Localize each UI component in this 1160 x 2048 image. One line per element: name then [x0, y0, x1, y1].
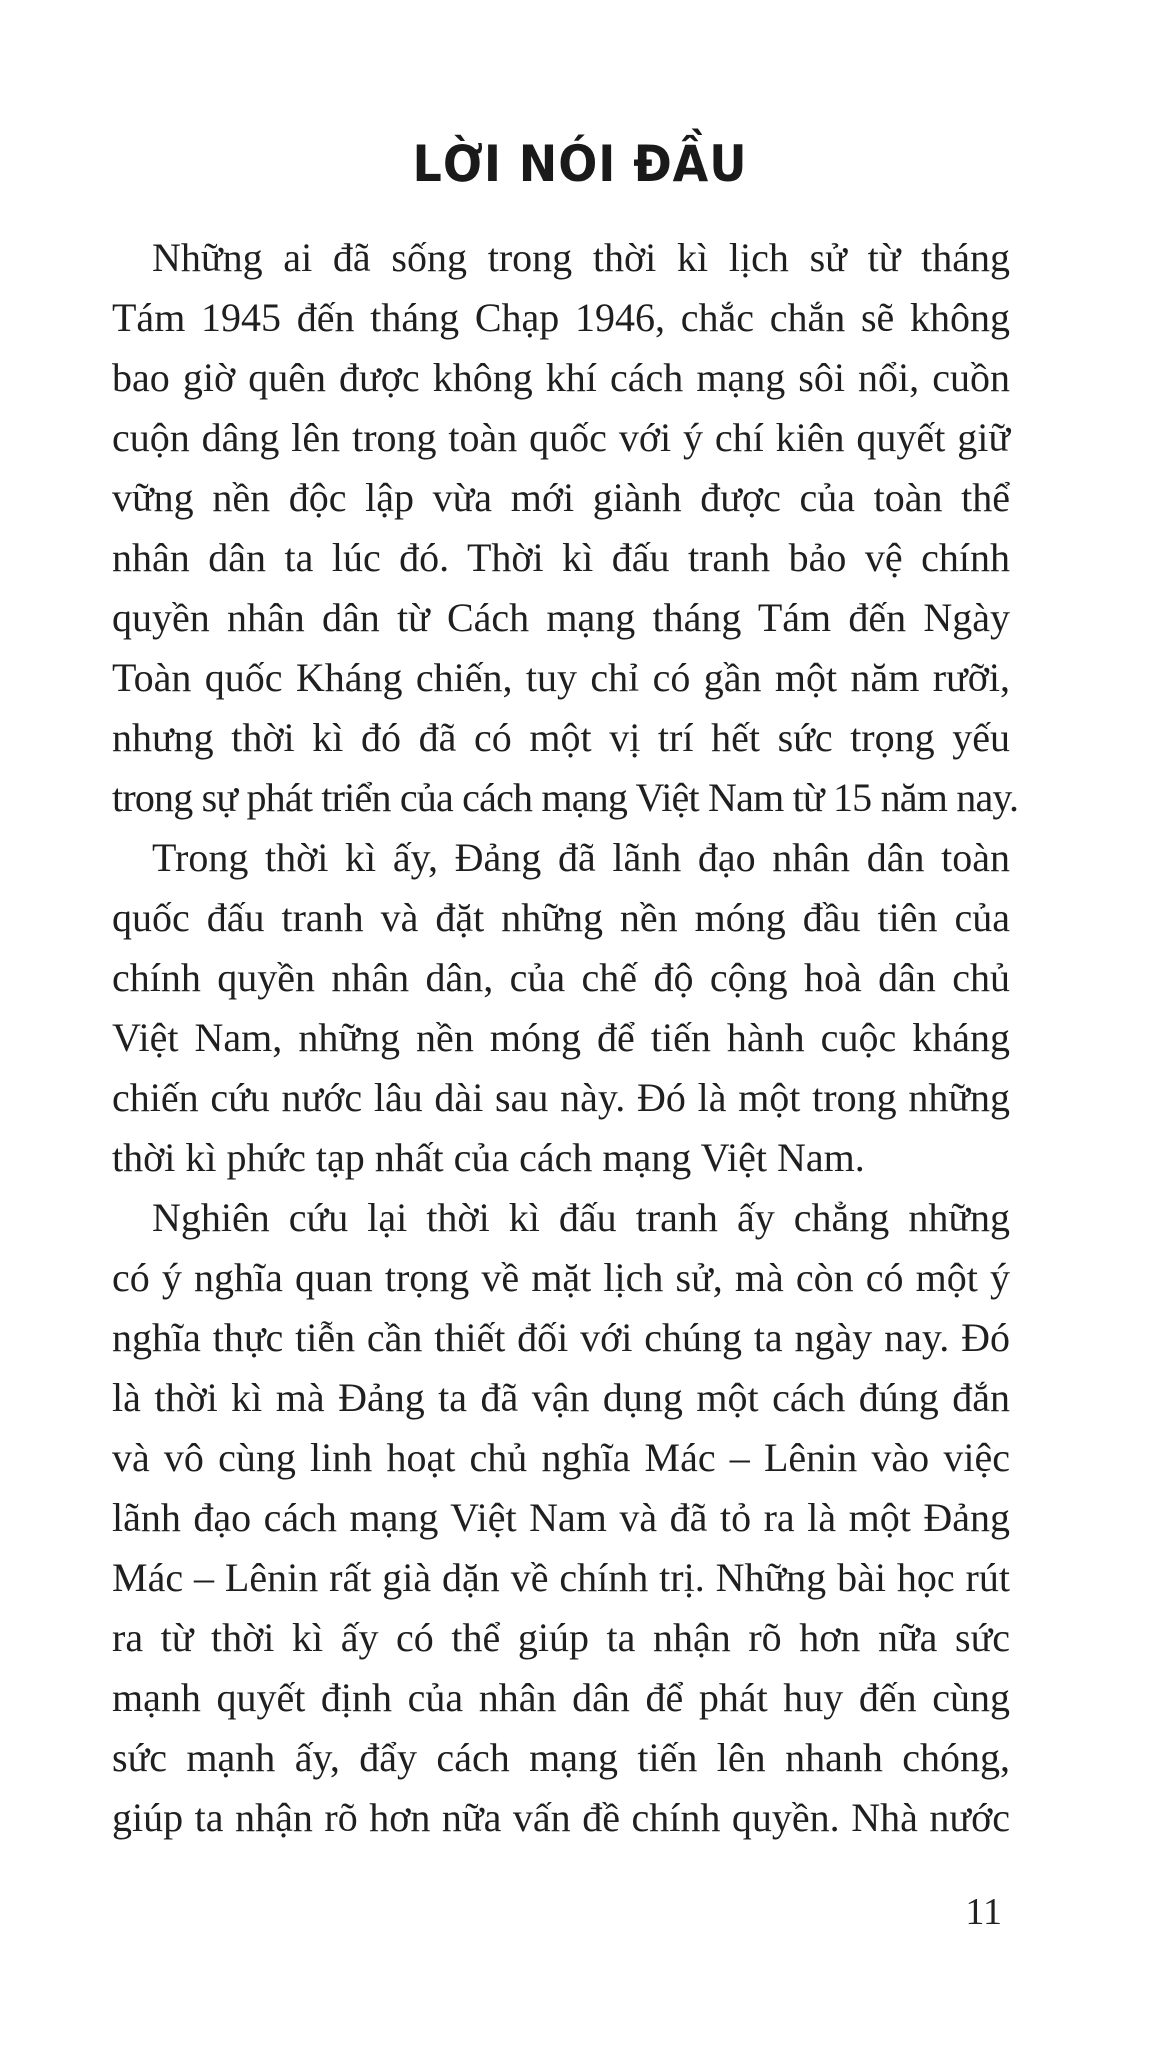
- text-line: bao giờ quên được không khí cách mạng sôi nổi, cuồn: [112, 355, 1010, 400]
- body-text: [112, 228, 1019, 1848]
- paragraph-2: [112, 828, 1010, 1188]
- text-line: vững nền độc lập vừa mới giành được của toàn thể: [112, 475, 1010, 520]
- text-line: nhưng thời kì đó đã có một vị trí hết sức trọng yếu: [112, 715, 1010, 760]
- text-line: có ý nghĩa quan trọng về mặt lịch sử, mà còn có một ý: [112, 1255, 1010, 1300]
- paragraph-3: [112, 1188, 1010, 1848]
- text-line: và vô cùng linh hoạt chủ nghĩa Mác – Lênin vào việc: [112, 1435, 1010, 1480]
- paragraph-1: [112, 228, 1019, 828]
- text-line: ra từ thời kì ấy có thể giúp ta nhận rõ hơn nữa sức: [112, 1615, 1010, 1660]
- text-line: cuộn dâng lên trong toàn quốc với ý chí kiên quyết giữ: [112, 415, 1010, 460]
- text-line: Nghiên cứu lại thời kì đấu tranh ấy chẳng những: [152, 1195, 1010, 1240]
- text-line: nhân dân ta lúc đó. Thời kì đấu tranh bảo vệ chính: [112, 535, 1010, 580]
- text-line: Những ai đã sống trong thời kì lịch sử từ tháng: [152, 235, 1010, 280]
- page-title: LỜI NÓI ĐẦU: [412, 135, 748, 193]
- text-line: chính quyền nhân dân, của chế độ cộng hoà dân chủ: [112, 955, 1010, 1000]
- text-line: Toàn quốc Kháng chiến, tuy chỉ có gần một năm rưỡi,: [112, 655, 1010, 700]
- text-line: trong sự phát triển của cách mạng Việt Nam từ 15 năm nay.: [112, 775, 1019, 820]
- text-line: quốc đấu tranh và đặt những nền móng đầu tiên của: [112, 895, 1010, 940]
- text-line: chiến cứu nước lâu dài sau này. Đó là một trong những: [112, 1075, 1010, 1120]
- text-line: nghĩa thực tiễn cần thiết đối với chúng ta ngày nay. Đó: [112, 1315, 1010, 1360]
- text-line: Trong thời kì ấy, Đảng đã lãnh đạo nhân dân toàn: [152, 835, 1010, 880]
- text-line: Mác – Lênin rất già dặn về chính trị. Những bài học rút: [112, 1555, 1010, 1600]
- text-line: lãnh đạo cách mạng Việt Nam và đã tỏ ra là một Đảng: [112, 1495, 1010, 1540]
- text-line: là thời kì mà Đảng ta đã vận dụng một cách đúng đắn: [112, 1375, 1010, 1420]
- text-line: Việt Nam, những nền móng để tiến hành cuộc kháng: [112, 1015, 1010, 1060]
- page-number: 11: [965, 1891, 1002, 1933]
- text-line: mạnh quyết định của nhân dân để phát huy đến cùng: [112, 1675, 1010, 1720]
- text-line: thời kì phức tạp nhất của cách mạng Việt Nam.: [112, 1135, 865, 1180]
- text-line: Tám 1945 đến tháng Chạp 1946, chắc chắn sẽ không: [112, 295, 1010, 340]
- text-line: giúp ta nhận rõ hơn nữa vấn đề chính quyền. Nhà nước: [112, 1795, 1010, 1840]
- text-line: quyền nhân dân từ Cách mạng tháng Tám đến Ngày: [112, 595, 1010, 640]
- text-line: sức mạnh ấy, đẩy cách mạng tiến lên nhanh chóng,: [112, 1735, 1010, 1780]
